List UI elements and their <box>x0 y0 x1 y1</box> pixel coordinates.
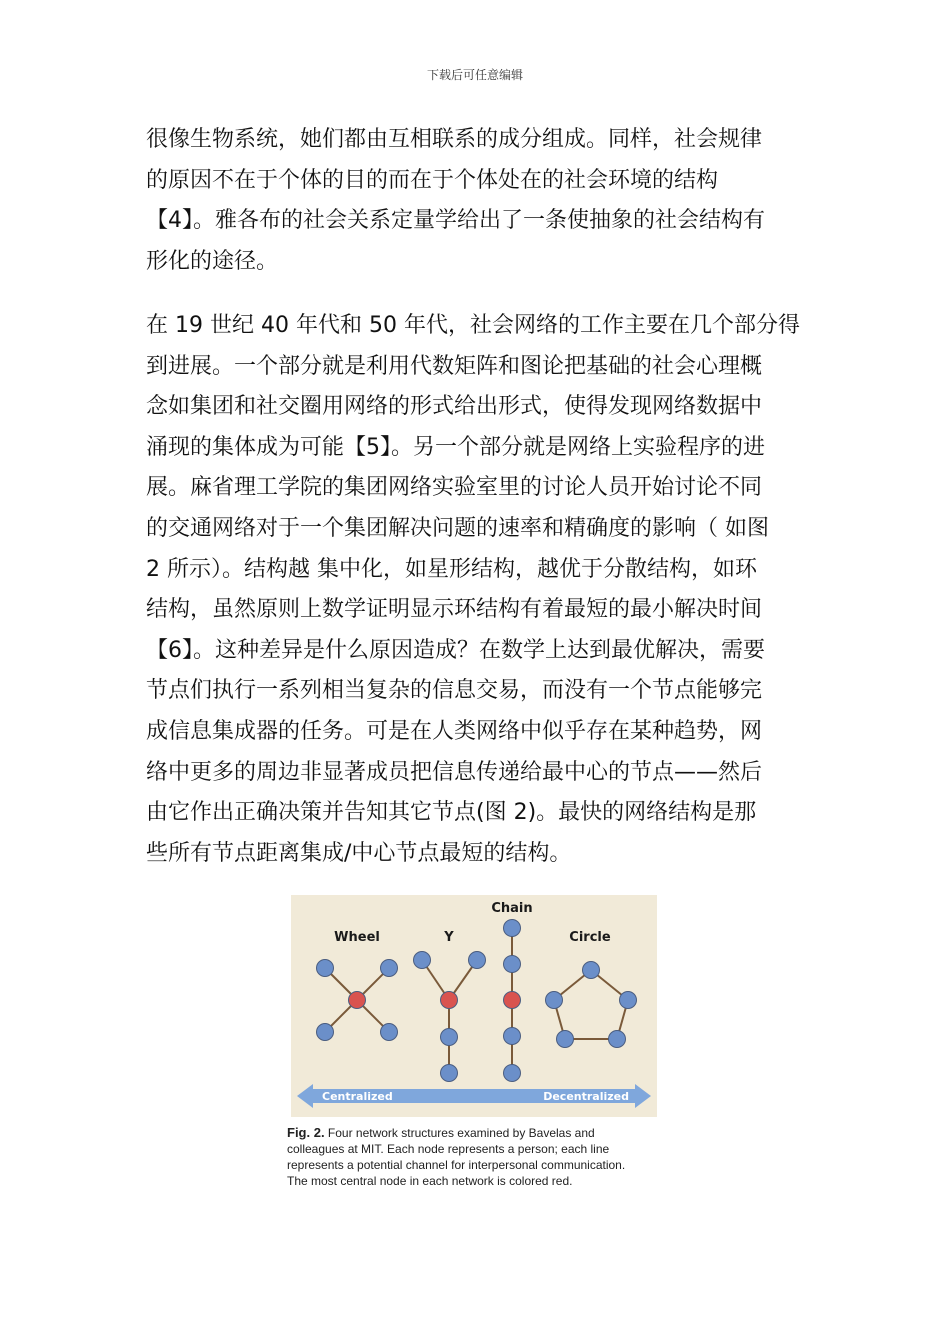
paragraph-line: 节点们执行一系列相当复杂的信息交易，而没有一个节点能够完 <box>146 678 763 704</box>
caption-line-3: represents a potential channel for interpersonal communication. <box>287 1158 626 1172</box>
paragraph-line: 络中更多的周边非显著成员把信息传递给最中心的节点——然后 <box>146 759 763 785</box>
chain-node <box>504 920 521 937</box>
centralized-label: Centralized <box>322 1090 393 1103</box>
wheel-node <box>381 1024 398 1041</box>
network-title-y: Y <box>444 930 454 945</box>
paragraph-line: 由它作出正确决策并告知其它节点(图 2)。最快的网络结构是那 <box>146 800 757 826</box>
figure-caption <box>287 1125 663 1189</box>
paragraph-line: 【6】。这种差异是什么原因造成？在数学上达到最优解决，需要 <box>146 637 765 663</box>
paragraph-line: 很像生物系统，她们都由互相联系的成分组成。同样，社会规律 <box>146 127 763 152</box>
paragraph-line: 形化的途径。 <box>146 248 279 274</box>
paragraph-line: 展。麻省理工学院的集团网络实验室里的讨论人员开始讨论不同 <box>146 475 763 501</box>
paragraph-line: 些所有节点距离集成/中心节点最短的结构。 <box>146 840 572 866</box>
chain-node <box>504 956 521 973</box>
edges-layer <box>325 928 628 1073</box>
wheel-node <box>381 960 398 977</box>
paragraph-line: 在 19 世纪 40 年代和 50 年代，社会网络的工作主要在几个部分得 <box>146 313 800 338</box>
decentralized-label: Decentralized <box>543 1090 629 1103</box>
network-diagram <box>291 895 657 1117</box>
caption-line-4: The most central node in each network is colored red. <box>287 1174 573 1188</box>
paragraph-line: 到进展。一个部分就是利用代数矩阵和图论把基础的社会心理概 <box>146 353 763 379</box>
paragraph-line: 2 所示）。结构越 集中化，如星形结构，越优于分散结构，如环 <box>146 556 757 582</box>
y-central-node <box>441 992 458 1009</box>
paragraph-2 <box>146 306 814 874</box>
y-node <box>441 1065 458 1082</box>
network-figure <box>291 895 657 1117</box>
chain-node <box>504 1065 521 1082</box>
paragraph-line: 结构，虽然原则上数学证明显示环结构有着最短的最小解决时间 <box>146 597 763 623</box>
circle-node <box>546 992 563 1009</box>
network-title-circle: Circle <box>569 930 611 945</box>
paragraph-line: 涌现的集体成为可能【5】。另一个部分就是网络上实验程序的进 <box>146 434 765 460</box>
paragraph-line: 的交通网络对于一个集团解决问题的速率和精确度的影响（ 如图 <box>146 515 769 541</box>
chain-node <box>504 1028 521 1045</box>
circle-node <box>557 1031 574 1048</box>
caption-label: Fig. 2. <box>287 1125 325 1140</box>
y-node <box>414 952 431 969</box>
circle-node <box>583 962 600 979</box>
page-header: 下载后可任意编辑 <box>426 68 523 82</box>
wheel-node <box>317 960 334 977</box>
centralization-arrow <box>297 1084 651 1108</box>
caption-text: Four network structures examined by Bavelas and <box>327 1126 595 1140</box>
paragraph-line: 【4】。雅各布的社会关系定量学给出了一条使抽象的社会结构有 <box>146 208 765 234</box>
caption-line-2: colleagues at MIT. Each node represents a person; each line <box>287 1142 610 1156</box>
paragraph-line: 的原因不在于个体的目的而在于个体处在的社会环境的结构 <box>146 167 719 193</box>
paragraph-1 <box>146 120 814 282</box>
y-node <box>441 1029 458 1046</box>
wheel-node <box>317 1024 334 1041</box>
y-node <box>469 952 486 969</box>
paragraph-line: 念如集团和社交圈用网络的形式给出形式，使得发现网络数据中 <box>146 394 763 420</box>
caption-line-1 <box>287 1125 663 1141</box>
circle-node <box>609 1031 626 1048</box>
network-title-chain: Chain <box>491 901 533 916</box>
network-title-wheel: Wheel <box>334 930 380 945</box>
circle-node <box>620 992 637 1009</box>
chain-central-node <box>504 992 521 1009</box>
paragraph-line: 成信息集成器的任务。可是在人类网络中似乎存在某种趋势，网 <box>146 718 763 744</box>
wheel-central-node <box>349 992 366 1009</box>
